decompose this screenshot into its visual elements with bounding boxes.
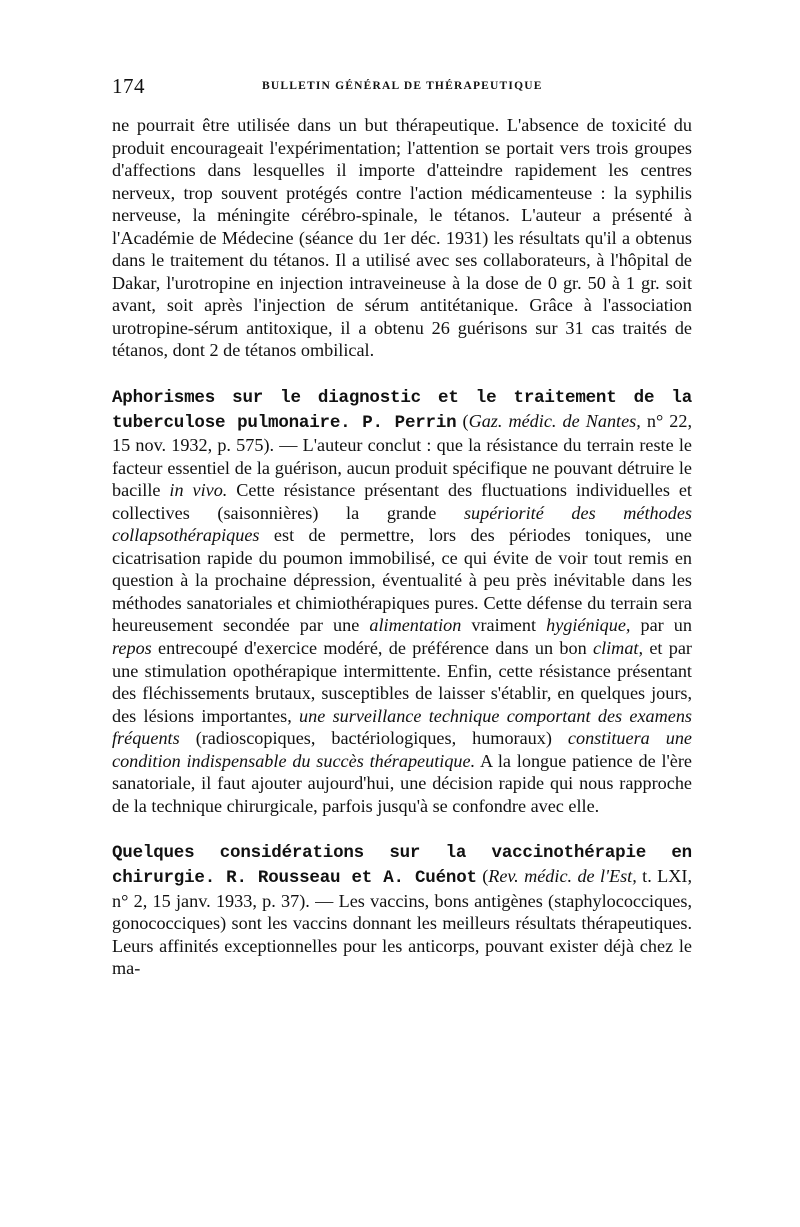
page-number: 174 [112, 74, 145, 98]
article-body [112, 114, 692, 980]
running-title: BULLETIN GÉNÉRAL DE THÉRAPEUTIQUE [262, 80, 543, 92]
page-header [112, 74, 692, 98]
abstract-rousseau-cuenot: Quelques considérations sur la vaccinothérapie en chirurgie. R. Rousseau et A. Cuénot (Rev. médic. de l'Est, t. LXI, n° 2, 15 janv. 1933, p. 37). — Les vaccins, bons antigènes (staphylococciques, gonococciques) sont les vaccins donnant les meilleurs résultats thérapeutiques. Leurs affinités exceptionnelles pour les anticorps, pouvant exister déjà chez le ma- [112, 843, 693, 979]
abstract-heading: Quelques considérations sur la vaccinothérapie en chirurgie. R. Rousseau et A. Cuénot [112, 843, 692, 888]
source-journal: Gaz. médic. de Nantes, [468, 410, 641, 431]
abstract-heading: Aphorismes sur le diagnostic et le traitement de la tuberculose pulmonaire. P. Perrin [112, 388, 692, 433]
source-journal: Rev. médic. de l'Est, [488, 865, 637, 886]
source-reference: t. LXI, n° 2, 15 janv. 1933, p. 37). [112, 865, 693, 911]
paragraph-continued: ne pourrait être utilisée dans un but thérapeutique. L'absence de toxicité du produit encourageait l'expérimentation; l'attention se portait vers trois groupes d'affections dans lesquelles il importe d'atteindre rapidement les centres nerveux, trop souvent protégés contre l'action médicamenteuse : la syphilis nerveuse, la méningite cérébro-spinale, le tétanos. L'auteur a présenté à l'Académie de Médecine (séance du 1er déc. 1931) les résultats qu'il a obtenus dans le traitement du tétanos. Il a utilisé avec ses collaborateurs, à l'hôpital de Dakar, l'urotropine en injection intraveineuse à la dose de 0 gr. 50 à 1 gr. soit avant, soit après l'injection de sérum antitétanique. Grâce à l'association urotropine-sérum antitoxique, il a obtenu 26 guérisons sur 31 cas traités de tétanos, dont 2 de tétanos ombilical. [112, 115, 692, 361]
abstract-perrin: Aphorismes sur le diagnostic et le traitement de la tuberculose pulmonaire. P. Perrin (Gaz. médic. de Nantes, n° 22, 15 nov. 1932, p. 575). — L'auteur conclut : que la résistance du terrain reste le facteur essentiel de la guérison, aucun produit spécifique ne pouvant détruire le bacille in vivo. Cette résistance présentant des fluctuations individuelles et collectives (saisonnières) la grande supériorité des méthodes collapsothérapiques est de permettre, lors des périodes toniques, une cicatrisation rapide du poumon immobilisé, ce qui évite de voir tout remis en question à la prochaine dépression, éventualité à peu près inévitable dans les méthodes sanatoriales et chimiothérapiques pures. Cette défense du terrain sera heureusement secondée par une alimentation vraiment hygiénique, par un repos entrecoupé d'exercice modéré, de préférence dans un bon climat, et par une stimulation opothérapique intermittente. Enfin, cette résistance présentant des fléchissements brutaux, susceptibles de laisser s'établir, en quelques jours, des lésions importantes, une surveillance technique comportant des examens fréquents (radioscopiques, bactériologiques, humoraux) constituera une condition indispensable du succès thérapeutique. A la longue patience de l'ère sanatoriale, il faut ajouter aujourd'hui, une décision rapide qui nous rapproche de la technique chirurgicale, parfois jusqu'à se confondre avec elle. [112, 388, 693, 816]
source-reference: n° 22, 15 nov. 1932, p. 575). [112, 410, 693, 456]
